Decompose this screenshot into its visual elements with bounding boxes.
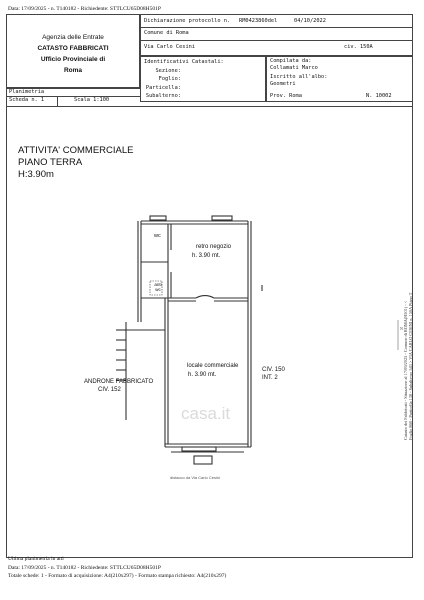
- plan-title-2: PIANO TERRA: [18, 157, 83, 168]
- street-label: distacco da Via Carlo Cesini: [170, 475, 220, 480]
- room-label-retro: retro negozio: [196, 244, 232, 250]
- registration-number: N. 10002: [366, 93, 392, 99]
- room-height-locale: h. 3.90 mt.: [188, 372, 217, 378]
- plan-title-1: ATTIVITA' COMMERCIALE: [18, 145, 134, 156]
- foglio-label: Foglio:: [158, 76, 181, 82]
- agency-name: Agenzia delle Entrate: [42, 34, 104, 41]
- footer-format-line: Totale schede: 1 - Formato di acquisizione: A4(210x297) - Formato stampa richiesto: A4(210x297): [8, 573, 227, 579]
- room-height-retro: h. 3.90 mt.: [192, 253, 221, 259]
- protocol-label: Dichiarazione protocollo n.: [144, 18, 231, 24]
- identifiers-title: Identificativi Catastali:: [144, 59, 224, 65]
- plan-walls: [116, 216, 262, 464]
- subalterno-label: Subalterno:: [145, 93, 181, 99]
- protocol-value: RM0423860del: [239, 18, 278, 24]
- androne-civ: CIV. 152: [98, 387, 121, 393]
- footer-request-line: Data: 17/09/2025 - n. T140182 - Richiedente: STTLCU65D08H501P: [8, 565, 161, 571]
- room-label-wc: wc: [154, 233, 161, 239]
- sezione-label: Sezione:: [155, 68, 181, 74]
- room-label-locale: locale commerciale: [187, 363, 239, 369]
- scheda-label: Scheda n. 1: [9, 97, 45, 103]
- albo-label: Iscritto all'albo:: [270, 74, 328, 80]
- compiled-by-name: Collamati Marco: [270, 65, 318, 71]
- comune-label: Comune di Roma: [144, 30, 189, 36]
- side-situation-text: Catasto dei Fabbricati - Situazione al 17/09/2025 - Comune di ROMA(H501) - < Foglio 868 - Particella 138 - Subalterno 543 > VIA CARLO CESINI n. 150A Piano T: [403, 292, 413, 440]
- protocol-date: 04/10/2022: [294, 18, 326, 24]
- albo-value: Geometri: [270, 81, 296, 87]
- androne-label: ANDRONE FABBRICATO: [84, 379, 154, 385]
- ufficio-city: Roma: [63, 67, 83, 74]
- room-label-anti-wc: anti wc: [154, 282, 162, 292]
- watermark-logo: casa.it: [181, 404, 231, 423]
- scala-label: Scala 1:100: [74, 97, 110, 103]
- via-label: Via Carlo Cesini: [144, 44, 196, 50]
- planimetria-label: Planimetria: [9, 89, 45, 95]
- catasto-title: CATASTO FABBRICATI: [37, 45, 109, 52]
- side-short-label: N: [400, 326, 403, 331]
- compiled-by-label: Compilata da:: [270, 58, 312, 64]
- ufficio-label: Ufficio Provinciale di: [40, 56, 106, 63]
- province: Prov. Roma: [270, 93, 302, 99]
- civic-number: civ. 150A: [344, 44, 373, 50]
- footer-last-plan: Ultima planimetria in atti: [8, 556, 64, 562]
- particella-label: Particella:: [145, 85, 181, 91]
- int-2-label: INT. 2: [262, 375, 278, 381]
- header-request-line: Data: 17/09/2025 - n. T140182 - Richiedente: STTLCU65D08H501P: [8, 6, 161, 12]
- civ-150-label: CIV. 150: [262, 367, 285, 373]
- plan-title-3: H:3.90m: [18, 169, 54, 180]
